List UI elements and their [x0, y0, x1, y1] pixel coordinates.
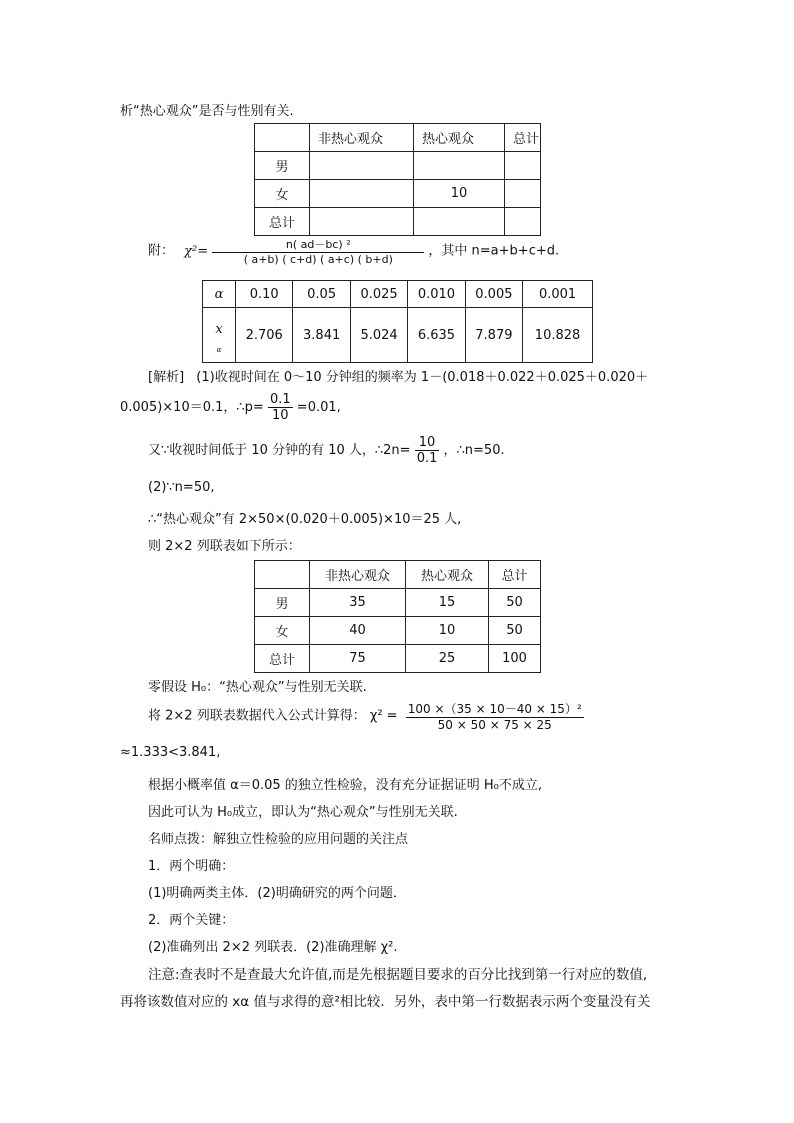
- solution-tag: [解析]: [148, 370, 185, 385]
- table-cell: 总计: [255, 645, 310, 673]
- table-row: [255, 180, 541, 208]
- table-cell: 女: [255, 617, 310, 645]
- table-cell: 25: [406, 645, 489, 673]
- formula-numerator: n( ad－bc) ²: [212, 236, 424, 253]
- table-cell: 0.025: [350, 281, 407, 308]
- table-cell: [505, 180, 541, 208]
- table-row: [255, 208, 541, 236]
- solution-line-4: (2)∵n=50,: [148, 480, 215, 495]
- solution-line-5: ∴“热心观众”有 2×50×(0.020＋0.005)×10＝25 人,: [148, 512, 462, 527]
- table-cell: 6.635: [408, 308, 465, 363]
- table-row: [255, 152, 541, 180]
- table-header: 总计: [489, 561, 541, 589]
- table-cell: [310, 180, 414, 208]
- contingency-table-filled: [254, 560, 541, 673]
- approx-result: ≈1.333<3.841,: [120, 745, 221, 760]
- table-cell: [505, 208, 541, 236]
- table-cell: 0.005: [465, 281, 522, 308]
- chi-square-formula: [148, 236, 559, 266]
- table-row: [255, 645, 541, 673]
- table-cell: 7.879: [465, 308, 522, 363]
- table-cell: [310, 208, 414, 236]
- formula-denominator: ( a+b) ( c+d) ( a+c) ( b+d): [243, 253, 393, 266]
- conclusion-2: 因此可认为 H₀成立，即认为“热心观众”与性别无关联.: [148, 805, 458, 820]
- table-cell: 2.706: [236, 308, 293, 363]
- note-line-2: 再将该数值对应的 xα 值与求得的意²相比较．另外，表中第一行数据表示两个变量没有关: [120, 994, 651, 1010]
- tip-1: 1．两个明确：: [148, 859, 235, 874]
- intro-line: 析“热心观众”是否与性别有关.: [120, 104, 294, 119]
- alpha-label: α: [214, 286, 224, 302]
- table-cell: 35: [310, 589, 406, 617]
- table-cell: 0.05: [293, 281, 350, 308]
- table-cell: 40: [310, 617, 406, 645]
- solution-line-2: 0.005)×10＝0.1，∴p= $\frac{0.1}{10}$ =0.01,: [120, 392, 341, 423]
- table-cell: 10: [414, 180, 505, 208]
- x-alpha-label: x: [215, 322, 223, 337]
- table-cell: 15: [406, 589, 489, 617]
- table-header: 热心观众: [406, 561, 489, 589]
- table-cell: 50: [489, 589, 541, 617]
- table-cell: [414, 208, 505, 236]
- table-cell: 男: [255, 589, 310, 617]
- table-cell: 女: [255, 180, 310, 208]
- table-cell: 10: [406, 617, 489, 645]
- solution-line-1: [解析] (1)收视时间在 0～10 分钟组的频率为 1－(0.018＋0.022＋0.025＋0.020＋: [148, 370, 649, 385]
- table-row: [255, 589, 541, 617]
- formula-suffix: ，其中 n=a+b+c+d.: [428, 243, 560, 259]
- tip-2: 2．两个关键：: [148, 913, 235, 928]
- table-cell: 3.841: [293, 308, 350, 363]
- table-cell: 0.010: [408, 281, 465, 308]
- table-cell: 0.001: [523, 281, 593, 308]
- conclusion-1: 根据小概率值 α＝0.05 的独立性检验，没有充分证据证明 H₀不成立,: [148, 778, 543, 793]
- table-header: 非热心观众: [310, 124, 414, 152]
- table-cell: 总计: [255, 208, 310, 236]
- solution-line-3: 又∵收视时间低于 10 分钟的有 10 人，∴2n= $\frac{10}{0.1}$ ，∴n=50.: [148, 435, 505, 466]
- formula-prefix: 附：: [148, 243, 175, 259]
- table-cell: [505, 152, 541, 180]
- solution-line-6: 则 2×2 列联表如下所示：: [148, 539, 301, 554]
- table-header: 总计: [505, 124, 541, 152]
- table-header: 非热心观众: [310, 561, 406, 589]
- null-hypothesis: 零假设 H₀：“热心观众”与性别无关联.: [148, 680, 367, 695]
- table-row: [255, 617, 541, 645]
- table-cell: 10.828: [523, 308, 593, 363]
- table-cell: [414, 152, 505, 180]
- table-cell: 5.024: [350, 308, 407, 363]
- critical-value-table: [202, 280, 593, 363]
- table-cell: 男: [255, 152, 310, 180]
- table-cell: 50: [489, 617, 541, 645]
- table-cell: 0.10: [236, 281, 293, 308]
- tip-1-detail: (1)明确两类主体．(2)明确研究的两个问题．: [148, 886, 406, 901]
- formula-lhs: χ²=: [184, 243, 209, 259]
- x-alpha-subscript: α: [216, 346, 222, 354]
- note-line-1: 注意:查表时不是查最大允许值,而是先根据题目要求的百分比找到第一行对应的数值,: [148, 967, 648, 983]
- table-header: [255, 124, 310, 152]
- table-header: 热心观众: [414, 124, 505, 152]
- table-header: [255, 561, 310, 589]
- tips-title: 名师点拨：解独立性检验的应用问题的关注点: [148, 832, 409, 847]
- table-cell: 100: [489, 645, 541, 673]
- tip-2-detail: (2)准确列出 2×2 列联表．(2)准确理解 χ².: [148, 940, 398, 955]
- contingency-table-empty: [254, 123, 541, 236]
- chi-square-calculation: 将 2×2 列联表数据代入公式计算得： χ² = $\frac{\text{100 ×（35 × 10－40 × 15）²}}{50 \times 50 \times 75 \times 25}$: [148, 702, 582, 732]
- table-cell: 75: [310, 645, 406, 673]
- table-cell: [310, 152, 414, 180]
